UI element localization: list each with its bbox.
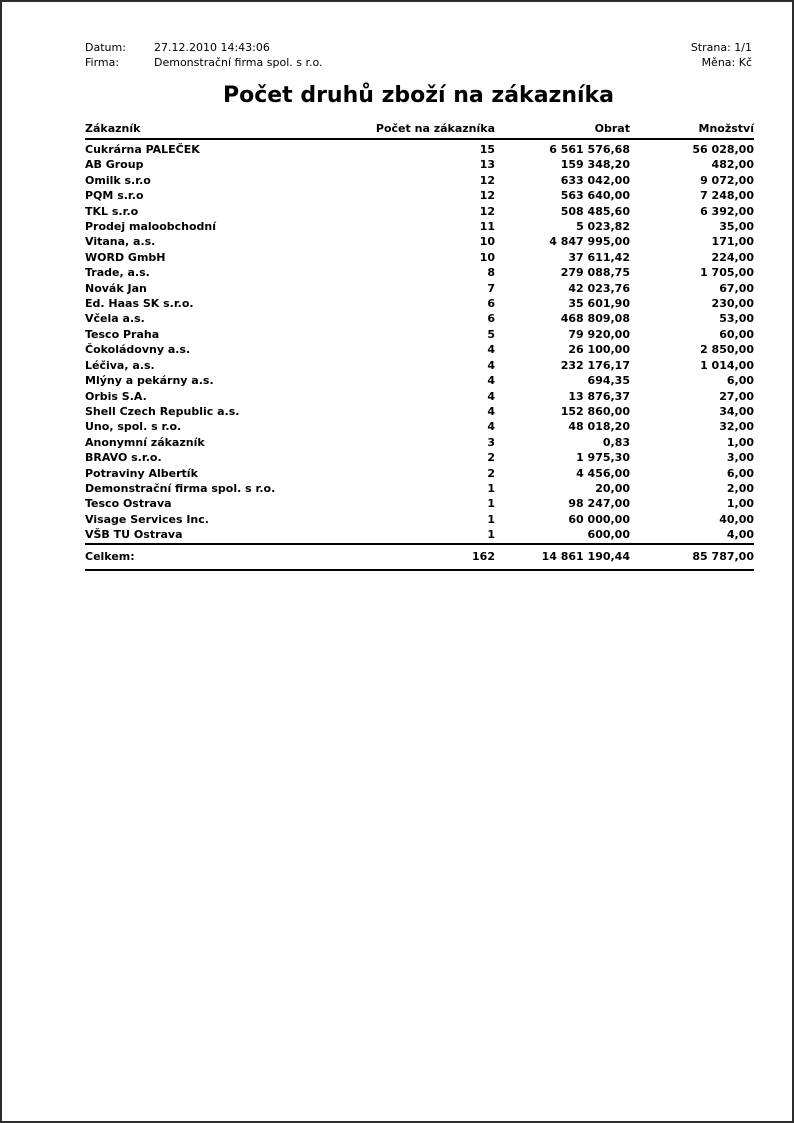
mnozstvi-cell: 3,00 bbox=[726, 451, 754, 465]
count-cell: 7 bbox=[487, 281, 495, 295]
table-row bbox=[85, 157, 754, 172]
customer-name: Omilk s.r.o bbox=[85, 173, 151, 187]
count-cell: 4 bbox=[487, 343, 495, 357]
count-cell: 10 bbox=[479, 250, 495, 264]
count-cell: 2 bbox=[487, 466, 495, 480]
table-row bbox=[85, 173, 754, 188]
obrat-cell: 6 561 576,68 bbox=[549, 143, 630, 156]
count-cell: 11 bbox=[479, 220, 495, 234]
table-row bbox=[85, 435, 754, 450]
report-title: Počet druhů zboží na zákazníka bbox=[222, 83, 615, 108]
obrat-cell: 0,83 bbox=[602, 435, 630, 449]
obrat-cell: 79 920,00 bbox=[568, 327, 630, 341]
count-cell: 4 bbox=[487, 420, 495, 434]
obrat-cell: 508 485,60 bbox=[560, 204, 630, 218]
customer-name: PQM s.r.o bbox=[85, 189, 144, 203]
mnozstvi-cell: 6 392,00 bbox=[700, 204, 754, 218]
customer-name: Včela a.s. bbox=[85, 312, 145, 326]
mnozstvi-cell: 56 028,00 bbox=[692, 143, 754, 156]
count-cell: 1 bbox=[487, 512, 495, 526]
customer-name: Čokoládovny a.s. bbox=[85, 343, 191, 357]
obrat-cell: 694,35 bbox=[587, 374, 630, 388]
table-row bbox=[85, 342, 754, 357]
mnozstvi-cell: 34,00 bbox=[719, 404, 754, 418]
customer-name: Ed. Haas SK s.r.o. bbox=[85, 297, 194, 311]
table-row bbox=[85, 281, 754, 296]
mnozstvi-cell: 1,00 bbox=[726, 497, 754, 511]
obrat-cell: 20,00 bbox=[595, 481, 630, 495]
customer-name: Trade, a.s. bbox=[85, 266, 150, 280]
mnozstvi-cell: 32,00 bbox=[719, 420, 754, 434]
obrat-cell: 4 847 995,00 bbox=[549, 235, 630, 249]
meta-right bbox=[691, 40, 752, 70]
count-cell: 4 bbox=[487, 389, 495, 403]
obrat-cell: 563 640,00 bbox=[560, 189, 630, 203]
mnozstvi-cell: 1,00 bbox=[726, 435, 754, 449]
count-cell: 4 bbox=[487, 358, 495, 372]
table-row bbox=[85, 358, 754, 373]
count-cell: 6 bbox=[487, 297, 495, 311]
col-header-obrat: Obrat bbox=[495, 122, 630, 139]
col-header-pocet: Počet na zákazníka bbox=[345, 122, 495, 139]
table-row bbox=[85, 481, 754, 496]
firma-value: Demonstrační firma spol. s r.o. bbox=[154, 56, 323, 69]
customer-name: WORD GmbH bbox=[85, 250, 166, 264]
mnozstvi-cell: 27,00 bbox=[719, 389, 754, 403]
table-row bbox=[85, 419, 754, 434]
table-row bbox=[85, 311, 754, 326]
table-row bbox=[85, 219, 754, 234]
mnozstvi-cell: 1 014,00 bbox=[700, 358, 754, 372]
customer-name: Mlýny a pekárny a.s. bbox=[85, 374, 214, 388]
datum-value: 27.12.2010 14:43:06 bbox=[154, 41, 270, 54]
count-cell: 12 bbox=[479, 173, 495, 187]
total-obrat: 14 861 190,44 bbox=[495, 544, 630, 570]
mnozstvi-cell: 2 850,00 bbox=[700, 343, 754, 357]
mnozstvi-cell: 6,00 bbox=[726, 466, 754, 480]
customer-name: Novák Jan bbox=[85, 281, 147, 295]
count-cell: 1 bbox=[487, 481, 495, 495]
table-row bbox=[85, 234, 754, 249]
count-cell: 4 bbox=[487, 374, 495, 388]
customer-name: Orbis S.A. bbox=[85, 389, 147, 403]
col-header-zakaznik: Zákazník bbox=[85, 122, 345, 139]
mnozstvi-cell: 35,00 bbox=[719, 220, 754, 234]
obrat-cell: 13 876,37 bbox=[568, 389, 630, 403]
count-cell: 2 bbox=[487, 451, 495, 465]
customer-name: AB Group bbox=[85, 158, 144, 172]
obrat-cell: 279 088,75 bbox=[560, 266, 630, 280]
total-count: 162 bbox=[345, 544, 495, 570]
mnozstvi-cell: 7 248,00 bbox=[700, 189, 754, 203]
firma-label: Firma: bbox=[85, 56, 120, 69]
customer-name: Tesco Ostrava bbox=[85, 497, 172, 511]
obrat-cell: 60 000,00 bbox=[568, 512, 630, 526]
obrat-cell: 159 348,20 bbox=[560, 158, 630, 172]
customer-name: Cukrárna PALEČEK bbox=[85, 143, 200, 156]
table-row bbox=[85, 327, 754, 342]
customer-name: Demonstrační firma spol. s r.o. bbox=[85, 481, 276, 495]
meta-left bbox=[85, 40, 323, 70]
obrat-cell: 468 809,08 bbox=[560, 312, 630, 326]
customer-name: Tesco Praha bbox=[85, 327, 160, 341]
table-row bbox=[85, 466, 754, 481]
total-mnozstvi: 85 787,00 bbox=[630, 544, 754, 570]
count-cell: 1 bbox=[487, 528, 495, 542]
table-row bbox=[85, 188, 754, 203]
mnozstvi-cell: 6,00 bbox=[726, 374, 754, 388]
mnozstvi-cell: 171,00 bbox=[711, 235, 754, 249]
customer-name: VŠB TU Ostrava bbox=[85, 528, 183, 542]
obrat-cell: 37 611,42 bbox=[568, 250, 630, 264]
count-cell: 15 bbox=[479, 143, 495, 156]
obrat-cell: 5 023,82 bbox=[576, 220, 630, 234]
count-cell: 12 bbox=[479, 204, 495, 218]
customer-name: Anonymní zákazník bbox=[85, 435, 205, 449]
table-row bbox=[85, 404, 754, 419]
mnozstvi-cell: 1 705,00 bbox=[700, 266, 754, 280]
table-row bbox=[85, 389, 754, 404]
customer-name: Potraviny Albertík bbox=[85, 466, 198, 480]
mnozstvi-cell: 4,00 bbox=[726, 528, 754, 542]
count-cell: 12 bbox=[479, 189, 495, 203]
mnozstvi-cell: 40,00 bbox=[719, 512, 754, 526]
count-cell: 8 bbox=[487, 266, 495, 280]
total-row bbox=[85, 544, 754, 570]
mena-value: Měna: Kč bbox=[701, 56, 752, 69]
obrat-cell: 4 456,00 bbox=[576, 466, 630, 480]
count-cell: 5 bbox=[487, 327, 495, 341]
obrat-cell: 633 042,00 bbox=[560, 173, 630, 187]
table-row bbox=[85, 296, 754, 311]
table-row bbox=[85, 373, 754, 388]
mnozstvi-cell: 230,00 bbox=[711, 297, 754, 311]
table-rows bbox=[85, 139, 754, 544]
count-cell: 10 bbox=[479, 235, 495, 249]
table-row bbox=[85, 527, 754, 543]
mnozstvi-cell: 224,00 bbox=[711, 250, 754, 264]
obrat-cell: 98 247,00 bbox=[568, 497, 630, 511]
obrat-cell: 35 601,90 bbox=[568, 297, 630, 311]
customer-name: Visage Services Inc. bbox=[85, 512, 209, 526]
customer-name: Prodej maloobchodní bbox=[85, 220, 217, 234]
customers-table bbox=[85, 122, 754, 571]
header-row bbox=[85, 122, 754, 139]
obrat-cell: 42 023,76 bbox=[568, 281, 630, 295]
obrat-cell: 26 100,00 bbox=[568, 343, 630, 357]
mnozstvi-cell: 9 072,00 bbox=[700, 173, 754, 187]
table-row bbox=[85, 450, 754, 465]
col-header-mnozstvi: Množství bbox=[630, 122, 754, 139]
mnozstvi-cell: 482,00 bbox=[711, 158, 754, 172]
obrat-cell: 1 975,30 bbox=[576, 451, 630, 465]
mnozstvi-cell: 67,00 bbox=[719, 281, 754, 295]
mnozstvi-cell: 53,00 bbox=[719, 312, 754, 326]
count-cell: 6 bbox=[487, 312, 495, 326]
table-footer bbox=[85, 544, 754, 570]
table-header bbox=[85, 122, 754, 139]
mnozstvi-cell: 60,00 bbox=[719, 327, 754, 341]
report-meta bbox=[85, 40, 752, 70]
count-cell: 4 bbox=[487, 404, 495, 418]
customer-name: Vitana, a.s. bbox=[85, 235, 156, 249]
obrat-cell: 152 860,00 bbox=[560, 404, 630, 418]
count-cell: 1 bbox=[487, 497, 495, 511]
obrat-cell: 232 176,17 bbox=[560, 358, 630, 372]
count-cell: 13 bbox=[479, 158, 495, 172]
table-row bbox=[85, 265, 754, 280]
total-label: Celkem: bbox=[85, 544, 345, 570]
count-cell: 3 bbox=[487, 435, 495, 449]
obrat-cell: 600,00 bbox=[587, 528, 630, 542]
table-row bbox=[85, 496, 754, 511]
datum-row bbox=[85, 40, 323, 55]
mnozstvi-cell: 2,00 bbox=[726, 481, 754, 495]
report-body bbox=[85, 2, 752, 571]
customer-name: TKL s.r.o bbox=[85, 204, 139, 218]
datum-label: Datum: bbox=[85, 41, 126, 54]
table-row bbox=[85, 512, 754, 527]
strana-value: Strana: 1/1 bbox=[690, 41, 752, 54]
table-row bbox=[85, 139, 754, 157]
customer-name: Léčiva, a.s. bbox=[85, 358, 155, 372]
table-row bbox=[85, 250, 754, 265]
customer-name: BRAVO s.r.o. bbox=[85, 451, 162, 465]
customer-name: Shell Czech Republic a.s. bbox=[85, 404, 240, 418]
firma-row bbox=[85, 55, 323, 70]
obrat-cell: 48 018,20 bbox=[568, 420, 630, 434]
customer-name: Uno, spol. s r.o. bbox=[85, 420, 182, 434]
table-row bbox=[85, 204, 754, 219]
